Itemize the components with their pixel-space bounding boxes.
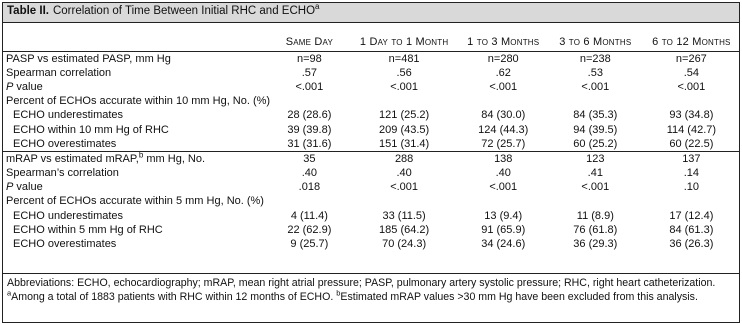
table-cell xyxy=(460,95,547,109)
table-cell: 36 (29.3) xyxy=(573,238,618,251)
row-label-text: ECHO overestimates xyxy=(13,137,117,150)
row-label-text: Percent of ECHOs accurate within 10 mm Hg, No. (%) xyxy=(6,95,271,108)
table-cell: 11 (8.9) xyxy=(576,209,614,222)
footnote-b-mark: b xyxy=(336,287,341,297)
table-title-sup: a xyxy=(315,2,320,12)
table-cell xyxy=(547,195,644,209)
table-cell: 123 xyxy=(547,152,644,167)
table-cell: 114 (42.7) xyxy=(666,123,717,136)
table-row xyxy=(3,237,739,251)
table-row xyxy=(3,52,739,67)
table-cell xyxy=(644,95,739,109)
row-label-sup: b xyxy=(138,150,144,160)
table-row xyxy=(3,181,739,195)
row-label xyxy=(3,66,270,80)
table-row xyxy=(3,223,739,237)
table-row xyxy=(3,95,739,109)
table-cell: 151 (31.4) xyxy=(379,137,430,150)
table-cell: 31 (31.6) xyxy=(287,137,332,150)
row-label-text: ECHO underestimates xyxy=(13,209,124,222)
row-label xyxy=(3,237,270,251)
table-frame xyxy=(2,2,740,323)
row-label xyxy=(3,95,270,109)
footnote-a-text: Among a total of 1883 patients with RHC within 12 months of ECHO. xyxy=(11,290,337,303)
table-cell: 17 (12.4) xyxy=(669,209,714,222)
table-cell: .10 xyxy=(683,181,700,194)
footnote-abbreviations: Abbreviations: ECHO, echocardiography; mRAP, mean right atrial pressure; PASP, pulmonary artery systolic pressure; RHC, right heart catheterization. xyxy=(7,277,716,289)
table-cell: 137 xyxy=(644,152,739,167)
table-cell: <.001 xyxy=(489,181,518,194)
column-header: 3 to 6 Months xyxy=(559,36,632,48)
row-label xyxy=(3,137,270,152)
table-cell: <.001 xyxy=(295,80,324,93)
table-cell: .14 xyxy=(683,167,700,180)
table-cell: .62 xyxy=(495,66,511,79)
column-header: 1 to 3 Months xyxy=(467,36,540,48)
table-cell: 60 (25.2) xyxy=(573,137,618,150)
row-label-after: mm Hg, No. xyxy=(143,152,206,165)
table-cell: n=238 xyxy=(579,52,611,65)
table-cell: .40 xyxy=(495,167,511,180)
table-cell: 138 xyxy=(460,152,547,167)
table-row xyxy=(3,209,739,223)
table-cell: <.001 xyxy=(489,80,518,93)
row-label xyxy=(3,109,270,123)
table-cell: n=267 xyxy=(675,52,707,65)
row-label xyxy=(3,123,270,137)
table-title-bar xyxy=(3,3,739,23)
row-label-text: mRAP vs estimated mRAP, xyxy=(6,152,139,165)
table-cell: 288 xyxy=(349,152,460,167)
header-label-col xyxy=(3,33,270,52)
column-header: 1 Day to 1 Month xyxy=(359,36,449,48)
table-cell xyxy=(547,95,644,109)
table-row xyxy=(3,152,739,167)
table-cell: 35 xyxy=(270,152,349,167)
row-label xyxy=(3,152,270,167)
table-cell: 9 (25.7) xyxy=(290,238,329,251)
row-label-text: ECHO underestimates xyxy=(13,109,124,122)
table-row xyxy=(3,137,739,152)
row-label xyxy=(3,223,270,237)
table-cell: .57 xyxy=(301,66,318,79)
footnote-b-text: Estimated mRAP values >30 mm Hg have been excluded from this analysis. xyxy=(340,290,698,303)
table-cell: 124 (44.3) xyxy=(478,123,529,136)
table-header xyxy=(3,33,739,52)
row-label-text: PASP vs estimated PASP, mm Hg xyxy=(6,52,171,65)
row-label-text: Spearman’s correlation xyxy=(6,167,119,180)
row-label-text: ECHO overestimates xyxy=(13,238,117,251)
table-cell xyxy=(644,195,739,209)
table-cell: 94 (39.5) xyxy=(573,123,618,136)
row-label-text: value xyxy=(13,181,43,194)
table-cell: <.001 xyxy=(677,80,706,93)
table-cell: n=98 xyxy=(296,52,322,65)
table-cell: <.001 xyxy=(581,80,610,93)
row-label xyxy=(3,195,270,209)
row-label xyxy=(3,167,270,181)
table-cell: .40 xyxy=(396,167,412,180)
table-row xyxy=(3,195,739,209)
table-cell: 93 (34.8) xyxy=(669,109,714,122)
table-title-label: Table II. xyxy=(7,5,49,17)
row-label xyxy=(3,80,270,94)
table-cell: 84 (61.3) xyxy=(669,223,714,236)
table-cell: 13 (9.4) xyxy=(484,209,523,222)
table-cell: 4 (11.4) xyxy=(290,209,328,222)
table-cell xyxy=(270,195,349,209)
table-cell xyxy=(349,95,460,109)
table-cell: 209 (43.5) xyxy=(379,123,430,136)
table-cell: 28 (28.6) xyxy=(287,109,332,122)
table-cell: 33 (11.5) xyxy=(382,209,426,222)
table-cell: 84 (30.0) xyxy=(481,109,526,122)
row-label-text: ECHO within 5 mm Hg of RHC xyxy=(13,223,163,236)
table-cell xyxy=(270,95,349,109)
table-cell: 72 (25.7) xyxy=(481,137,526,150)
table-title-text: Correlation of Time Between Initial RHC and ECHO xyxy=(52,5,316,17)
table-cell: .40 xyxy=(301,167,318,180)
table-cell: 60 (22.5) xyxy=(669,137,714,150)
table-cell: 84 (35.3) xyxy=(573,109,618,122)
table-cell: 36 (26.3) xyxy=(669,238,714,251)
table-cell: <.001 xyxy=(390,181,419,194)
row-label-text: value xyxy=(13,80,43,93)
table-cell xyxy=(349,195,460,209)
column-header: Same Day xyxy=(285,36,334,48)
table-cell: 76 (61.8) xyxy=(573,223,618,236)
table-row xyxy=(3,123,739,137)
row-label-text: Percent of ECHOs accurate within 5 mm Hg, No. (%) xyxy=(6,195,264,208)
column-header: 6 to 12 Months xyxy=(652,36,731,48)
table-cell: <.001 xyxy=(581,181,610,194)
row-label-italic: P xyxy=(6,80,14,93)
table-cell xyxy=(460,195,547,209)
row-label xyxy=(3,52,270,67)
table-cell: 185 (64.2) xyxy=(379,223,430,236)
table-cell: <.001 xyxy=(390,80,419,93)
table-row xyxy=(3,66,739,80)
row-label-italic: P xyxy=(6,181,14,194)
table-cell: n=280 xyxy=(487,52,519,65)
table-cell: 91 (65.9) xyxy=(481,223,526,236)
table-row xyxy=(3,109,739,123)
table-cell: 22 (62.9) xyxy=(287,223,332,236)
table-row xyxy=(3,167,739,181)
row-label xyxy=(3,181,270,195)
table-cell: 39 (39.8) xyxy=(287,123,332,136)
table-cell: 70 (24.3) xyxy=(382,238,427,251)
table-cell: .41 xyxy=(587,167,603,180)
table-footnote xyxy=(3,273,739,304)
table-cell: 34 (24.6) xyxy=(481,238,526,251)
footnote-a-mark: a xyxy=(7,287,12,297)
table-title xyxy=(7,2,320,17)
header-row xyxy=(3,33,739,52)
table-cell: .018 xyxy=(298,181,321,194)
table-cell: n=481 xyxy=(388,52,420,65)
table-cell: .53 xyxy=(587,66,603,79)
row-label xyxy=(3,209,270,223)
row-label-text: Spearman correlation xyxy=(6,66,112,79)
table-row xyxy=(3,80,739,94)
table-cell: .54 xyxy=(683,66,700,79)
table-cell: 121 (25.2) xyxy=(379,109,430,122)
table-body xyxy=(3,52,739,252)
table-cell: .56 xyxy=(396,66,412,79)
data-table xyxy=(3,33,739,252)
row-label-text: ECHO within 10 mm Hg of RHC xyxy=(13,123,169,136)
